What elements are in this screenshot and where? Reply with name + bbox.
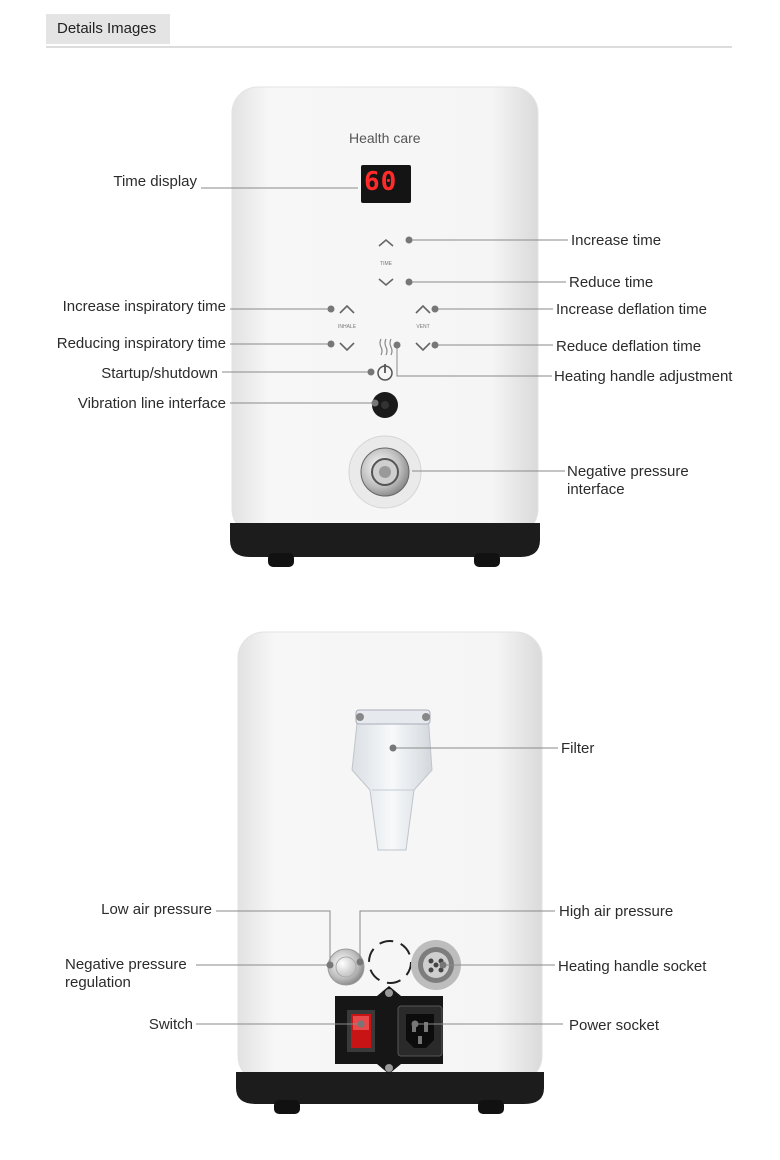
label-reduce-deflation-time: Reduce deflation time [556, 338, 702, 355]
time-display-value: 60 [364, 167, 398, 197]
label-low-air-pressure: Low air pressure [101, 901, 212, 918]
label-heating-handle-adjustment: Heating handle adjustment [554, 368, 733, 385]
svg-text:TIME: TIME [380, 261, 392, 267]
label-heating-handle-socket: Heating handle socket [558, 958, 707, 975]
front-unit [230, 87, 540, 567]
section-title: Details Images [46, 14, 170, 44]
label-reduce-time: Reduce time [569, 274, 654, 291]
label-switch: Switch [148, 1016, 193, 1033]
label-increase-inspiratory-time: Increase inspiratory time [62, 298, 226, 315]
label-reducing-inspiratory-time: Reducing inspiratory time [56, 335, 226, 352]
back-unit [236, 632, 544, 1114]
label-increase-deflation-time: Increase deflation time [556, 301, 707, 318]
label-startup-shutdown: Startup/shutdown [101, 365, 218, 382]
label-negative-pressure-interface: Negative pressure interface [567, 463, 689, 498]
label-time-display: Time display [113, 173, 197, 190]
label-filter: Filter [561, 740, 595, 757]
svg-text:INHALE: INHALE [337, 324, 357, 330]
brand-label: Health care [349, 130, 421, 146]
label-vibration-line-interface: Vibration line interface [77, 395, 226, 412]
svg-text:VENT: VENT [416, 324, 430, 330]
label-negative-pressure-regulation: Negative pressure regulation [65, 956, 187, 991]
label-high-air-pressure: High air pressure [559, 903, 674, 920]
label-power-socket: Power socket [569, 1017, 660, 1034]
label-increase-time: Increase time [571, 232, 662, 249]
